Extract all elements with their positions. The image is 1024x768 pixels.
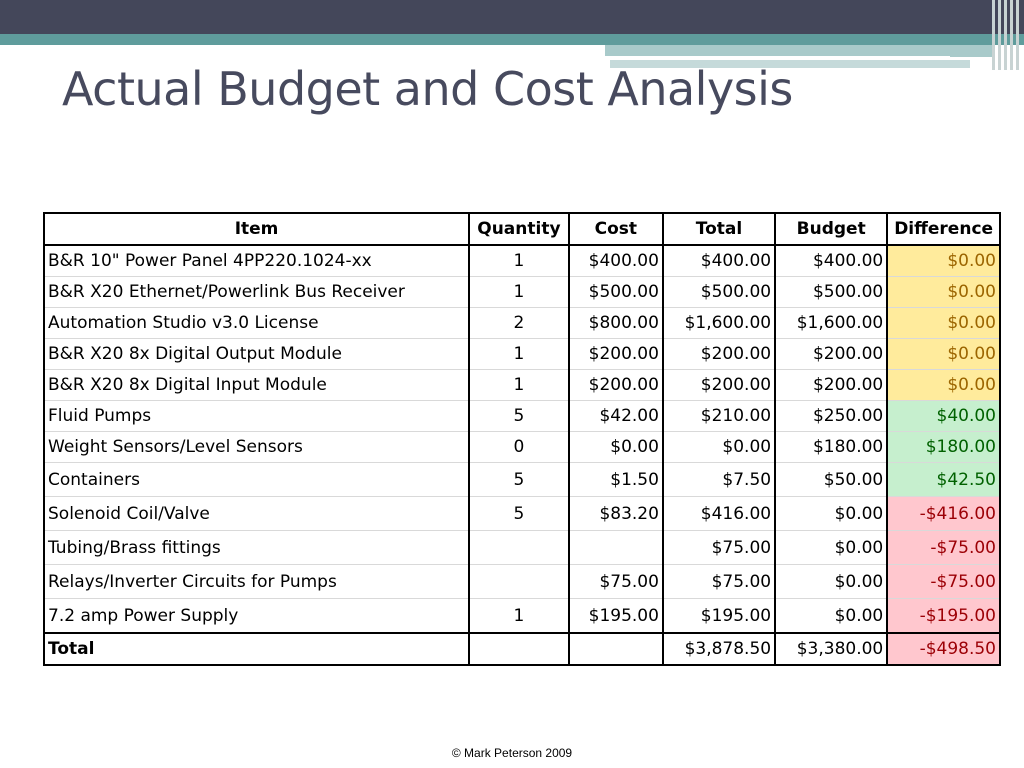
cell-cost: $195.00 — [569, 599, 663, 634]
cell-cost: $83.20 — [569, 497, 663, 531]
cell-budget: $0.00 — [775, 531, 887, 565]
copyright-footer: © Mark Peterson 2009 — [451, 746, 573, 760]
cell-budget: $250.00 — [775, 401, 887, 432]
cell-budget: $500.00 — [775, 277, 887, 308]
total-total: $3,878.50 — [663, 633, 775, 665]
cell-quantity: 2 — [469, 308, 569, 339]
cell-difference: -$416.00 — [887, 497, 1000, 531]
budget-table — [43, 212, 1001, 666]
cell-total: $1,600.00 — [663, 308, 775, 339]
cell-item: Containers — [44, 463, 469, 497]
table-row — [44, 565, 1000, 599]
cell-item: B&R X20 8x Digital Input Module — [44, 370, 469, 401]
cell-quantity: 5 — [469, 463, 569, 497]
cell-difference: -$75.00 — [887, 565, 1000, 599]
cell-total: $210.00 — [663, 401, 775, 432]
cell-total: $200.00 — [663, 370, 775, 401]
cell-quantity: 5 — [469, 401, 569, 432]
cell-budget: $0.00 — [775, 599, 887, 634]
total-budget: $3,380.00 — [775, 633, 887, 665]
cell-difference: $40.00 — [887, 401, 1000, 432]
cell-item: B&R X20 8x Digital Output Module — [44, 339, 469, 370]
cell-total: $500.00 — [663, 277, 775, 308]
header-item: Item — [44, 213, 469, 245]
cell-total: $7.50 — [663, 463, 775, 497]
cell-difference: $0.00 — [887, 339, 1000, 370]
cell-difference: -$75.00 — [887, 531, 1000, 565]
cell-total: $195.00 — [663, 599, 775, 634]
cell-total: $416.00 — [663, 497, 775, 531]
cell-difference: $180.00 — [887, 432, 1000, 463]
table-row — [44, 497, 1000, 531]
table-row — [44, 245, 1000, 277]
total-difference: -$498.50 — [887, 633, 1000, 665]
table-row — [44, 531, 1000, 565]
slide-title: Actual Budget and Cost Analysis — [62, 62, 793, 116]
cell-quantity: 1 — [469, 245, 569, 277]
cell-quantity: 0 — [469, 432, 569, 463]
cell-difference: $0.00 — [887, 370, 1000, 401]
table-row — [44, 463, 1000, 497]
header-quantity: Quantity — [469, 213, 569, 245]
table-row — [44, 370, 1000, 401]
cell-item: B&R 10" Power Panel 4PP220.1024-xx — [44, 245, 469, 277]
cell-item: Tubing/Brass fittings — [44, 531, 469, 565]
accent-band — [0, 34, 1024, 45]
table-row — [44, 401, 1000, 432]
accent-line — [600, 56, 950, 59]
cell-total: $75.00 — [663, 565, 775, 599]
cell-cost: $500.00 — [569, 277, 663, 308]
cell-quantity: 1 — [469, 277, 569, 308]
cell-item: Automation Studio v3.0 License — [44, 308, 469, 339]
cell-budget: $180.00 — [775, 432, 887, 463]
cell-budget: $200.00 — [775, 339, 887, 370]
cell-difference: $42.50 — [887, 463, 1000, 497]
cell-item: Solenoid Coil/Valve — [44, 497, 469, 531]
cell-item: Relays/Inverter Circuits for Pumps — [44, 565, 469, 599]
cell-cost: $1.50 — [569, 463, 663, 497]
cell-quantity: 5 — [469, 497, 569, 531]
cell-budget: $50.00 — [775, 463, 887, 497]
cell-cost: $400.00 — [569, 245, 663, 277]
table-row — [44, 308, 1000, 339]
header-budget: Budget — [775, 213, 887, 245]
header-difference: Difference — [887, 213, 1000, 245]
cell-total: $200.00 — [663, 339, 775, 370]
corner-stripes — [990, 0, 1024, 70]
header-total: Total — [663, 213, 775, 245]
cell-difference: $0.00 — [887, 245, 1000, 277]
total-cost — [569, 633, 663, 665]
cell-quantity: 1 — [469, 339, 569, 370]
cell-total: $75.00 — [663, 531, 775, 565]
cell-difference: $0.00 — [887, 277, 1000, 308]
cell-cost: $200.00 — [569, 370, 663, 401]
cell-cost: $75.00 — [569, 565, 663, 599]
table-header-row — [44, 213, 1000, 245]
cell-budget: $0.00 — [775, 565, 887, 599]
total-label: Total — [44, 633, 469, 665]
total-row — [44, 633, 1000, 665]
header-band — [0, 0, 1024, 34]
cell-item: 7.2 amp Power Supply — [44, 599, 469, 634]
cell-item: B&R X20 Ethernet/Powerlink Bus Receiver — [44, 277, 469, 308]
cell-budget: $400.00 — [775, 245, 887, 277]
cell-cost — [569, 531, 663, 565]
cell-budget: $0.00 — [775, 497, 887, 531]
cell-quantity: 1 — [469, 370, 569, 401]
cell-item: Weight Sensors/Level Sensors — [44, 432, 469, 463]
cell-budget: $1,600.00 — [775, 308, 887, 339]
cell-difference: -$195.00 — [887, 599, 1000, 634]
cell-quantity — [469, 531, 569, 565]
cell-cost: $0.00 — [569, 432, 663, 463]
table-row — [44, 277, 1000, 308]
cell-quantity: 1 — [469, 599, 569, 634]
cell-cost: $42.00 — [569, 401, 663, 432]
table-row — [44, 432, 1000, 463]
cell-total: $400.00 — [663, 245, 775, 277]
cell-budget: $200.00 — [775, 370, 887, 401]
total-quantity — [469, 633, 569, 665]
table-row — [44, 339, 1000, 370]
cell-quantity — [469, 565, 569, 599]
cell-difference: $0.00 — [887, 308, 1000, 339]
header-cost: Cost — [569, 213, 663, 245]
table-row — [44, 599, 1000, 634]
cell-item: Fluid Pumps — [44, 401, 469, 432]
cell-total: $0.00 — [663, 432, 775, 463]
cell-cost: $800.00 — [569, 308, 663, 339]
cell-cost: $200.00 — [569, 339, 663, 370]
